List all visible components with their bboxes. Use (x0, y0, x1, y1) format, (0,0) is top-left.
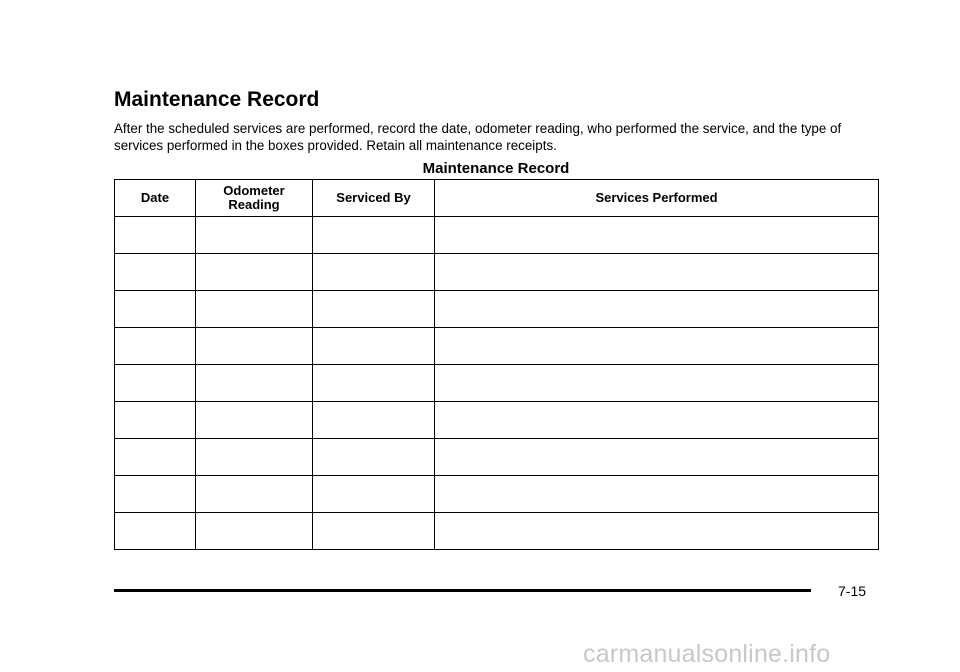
column-header-date: Date (115, 180, 196, 217)
maintenance-record-table (114, 179, 879, 550)
table-cell (196, 439, 313, 476)
table-cell (196, 402, 313, 439)
footer-rule (114, 589, 811, 592)
page-number: 7-15 (838, 583, 867, 599)
table-cell (115, 402, 196, 439)
table-cell (196, 217, 313, 254)
table-cell (313, 217, 435, 254)
table-row (115, 402, 879, 439)
table-cell (313, 439, 435, 476)
table-row (115, 291, 879, 328)
table-cell (196, 328, 313, 365)
table-cell (435, 439, 879, 476)
table-cell (435, 402, 879, 439)
table-cell (115, 217, 196, 254)
table-cell (115, 328, 196, 365)
table-row (115, 217, 879, 254)
table-cell (196, 291, 313, 328)
table-cell (435, 254, 879, 291)
table-cell (115, 291, 196, 328)
table-cell (313, 476, 435, 513)
table-cell (115, 254, 196, 291)
column-header-services-performed: Services Performed (435, 180, 879, 217)
table-cell (435, 217, 879, 254)
table-cell (115, 439, 196, 476)
table-cell (115, 513, 196, 550)
page-title: Maintenance Record (114, 88, 320, 111)
table-cell (196, 513, 313, 550)
watermark-text: carmanualsonline.info (583, 640, 831, 668)
table-cell (435, 328, 879, 365)
table-row (115, 513, 879, 550)
table-cell (115, 365, 196, 402)
column-header-odometer-reading: Odometer Reading (196, 180, 313, 217)
table-row (115, 439, 879, 476)
table-caption: Maintenance Record (422, 160, 570, 177)
table-cell (435, 291, 879, 328)
table-cell (313, 291, 435, 328)
table-cell (313, 365, 435, 402)
column-header-serviced-by: Serviced By (313, 180, 435, 217)
table-cell (435, 513, 879, 550)
table-cell (313, 513, 435, 550)
table-cell (313, 254, 435, 291)
table-header-row (115, 180, 879, 217)
table-cell (313, 328, 435, 365)
table-row (115, 476, 879, 513)
table-cell (435, 476, 879, 513)
table-cell (196, 365, 313, 402)
table-cell (196, 476, 313, 513)
table-cell (313, 402, 435, 439)
table-cell (435, 365, 879, 402)
table-row (115, 328, 879, 365)
table-cell (196, 254, 313, 291)
table-row (115, 365, 879, 402)
table-row (115, 254, 879, 291)
intro-paragraph: After the scheduled services are performed, record the date, odometer reading, who performed the service, and the type of services performed in the boxes provided. Retain all maintenance receipts. (114, 121, 842, 153)
table-cell (115, 476, 196, 513)
table-body (115, 217, 879, 550)
